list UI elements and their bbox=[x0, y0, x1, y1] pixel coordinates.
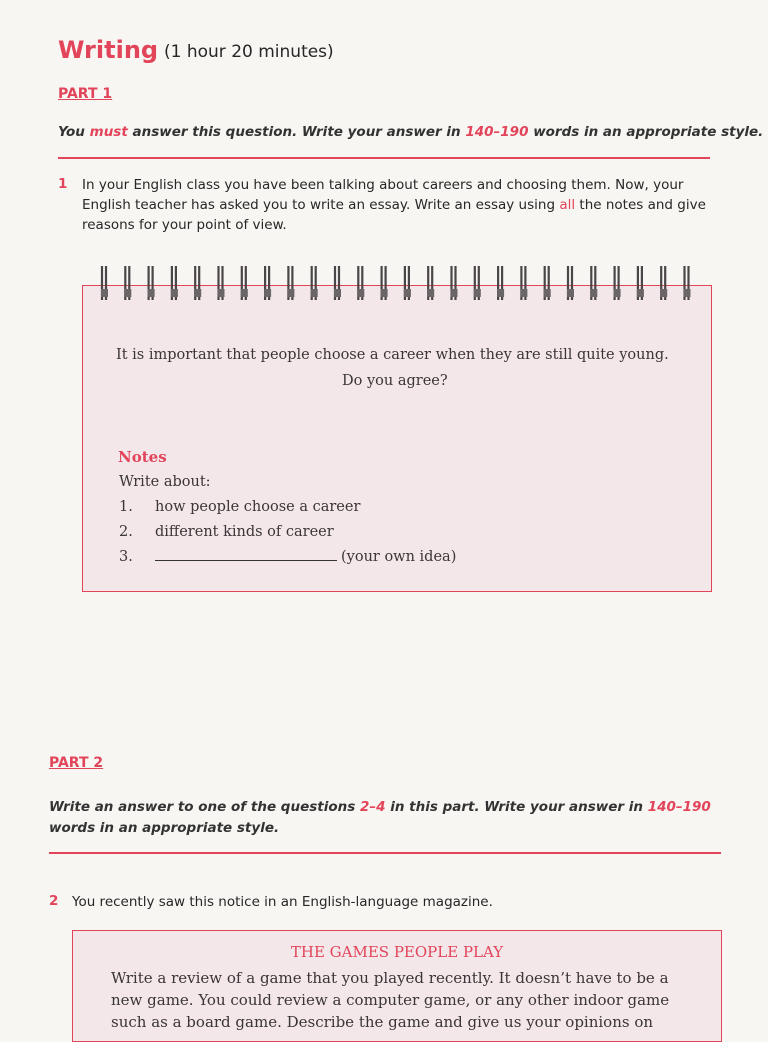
note-text: (your own idea) bbox=[341, 549, 457, 565]
magazine-notice bbox=[72, 930, 722, 1042]
essay-prompt-line1: It is important that people choose a career when they are still quite young. bbox=[116, 347, 669, 363]
instruction-line: words in an appropriate style. bbox=[49, 820, 280, 836]
spiral-binding-icon bbox=[96, 262, 700, 304]
instruction-text: in this part. Write your answer in bbox=[390, 799, 644, 815]
question-1-text bbox=[82, 175, 712, 235]
part1-instruction bbox=[58, 124, 763, 140]
note-number: 3. bbox=[119, 549, 133, 565]
question-line: reasons for your point of view. bbox=[82, 217, 287, 233]
notice-title: THE GAMES PEOPLE PLAY bbox=[290, 943, 504, 961]
note-text: how people choose a career bbox=[155, 499, 361, 515]
note-text: different kinds of career bbox=[155, 524, 334, 540]
note-number: 1. bbox=[119, 499, 133, 515]
word-range: 140–190 bbox=[465, 124, 529, 140]
notice-text bbox=[111, 967, 701, 1033]
question-text: the notes and give bbox=[579, 197, 706, 213]
note-number: 2. bbox=[119, 524, 133, 540]
divider bbox=[58, 157, 710, 159]
note-item bbox=[119, 549, 456, 565]
instruction-emphasis: must bbox=[89, 124, 128, 140]
question-line: In your English class you have been talking about careers and choosing them. Now, your bbox=[82, 177, 684, 193]
question-range: 2–4 bbox=[359, 799, 386, 815]
notice-line: new game. You could review a computer game, or any other indoor game bbox=[111, 991, 670, 1009]
notes-heading: Notes bbox=[118, 448, 167, 466]
write-about-label: Write about: bbox=[119, 474, 211, 490]
question-emphasis: all bbox=[559, 197, 576, 213]
divider bbox=[49, 852, 721, 854]
notebook-card bbox=[82, 285, 712, 592]
note-item bbox=[119, 499, 360, 515]
part1-label: PART 1 bbox=[58, 86, 113, 102]
question-2-text: You recently saw this notice in an English-language magazine. bbox=[72, 894, 493, 910]
instruction-line bbox=[49, 797, 719, 818]
instruction-text: answer this question. Write your answer in bbox=[132, 124, 461, 140]
instruction-text: words in an appropriate style. bbox=[533, 124, 764, 140]
question-line bbox=[82, 195, 712, 215]
question-number: 1 bbox=[58, 176, 68, 192]
question-text: English teacher has asked you to write an essay. Write an essay using bbox=[82, 197, 556, 213]
question-number: 2 bbox=[49, 893, 59, 909]
part2-instruction bbox=[49, 797, 719, 839]
instruction-text: You bbox=[58, 124, 85, 140]
notice-line: such as a board game. Describe the game and give us your opinions on bbox=[111, 1013, 654, 1031]
word-range: 140–190 bbox=[647, 799, 711, 815]
part2-label: PART 2 bbox=[49, 755, 104, 771]
page-title: Writing bbox=[58, 36, 159, 64]
notice-line: Write a review of a game that you played recently. It doesn’t have to be a bbox=[111, 969, 669, 987]
essay-prompt-line2: Do you agree? bbox=[342, 373, 448, 389]
note-item bbox=[119, 524, 334, 540]
answer-blank bbox=[155, 560, 337, 561]
duration-label: (1 hour 20 minutes) bbox=[164, 42, 334, 62]
instruction-text: Write an answer to one of the questions bbox=[49, 799, 356, 815]
